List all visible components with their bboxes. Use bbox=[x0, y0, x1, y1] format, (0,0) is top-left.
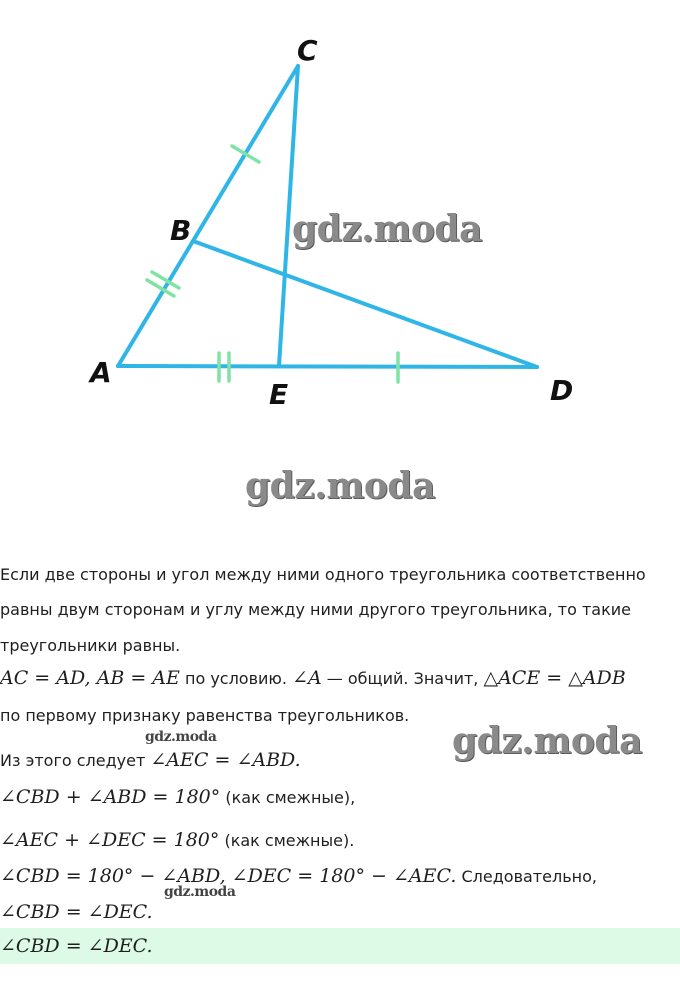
proof-line bbox=[0, 787, 680, 808]
watermark: gdz.moda bbox=[292, 208, 482, 250]
proof-text: (как смежные), bbox=[220, 788, 356, 807]
math-expression: ∠AEC + ∠DEC = 180° bbox=[0, 829, 220, 851]
vertex-label-e: E bbox=[269, 378, 289, 411]
watermark: gdz.moda bbox=[245, 465, 435, 507]
proof-line: по первому признаку равенства треугольников. bbox=[0, 706, 410, 725]
segment-ac bbox=[118, 66, 298, 366]
proof-text: (как смежные). bbox=[219, 831, 355, 850]
proof-text: — общий. Значит, bbox=[321, 669, 484, 688]
segment-bd bbox=[193, 241, 537, 367]
proof-line bbox=[0, 830, 680, 851]
math-expression: ∠AEC = ∠ABD. bbox=[150, 749, 301, 771]
proof-line bbox=[0, 866, 680, 887]
math-expression: ∠CBD + ∠ABD = 180° bbox=[0, 786, 221, 808]
math-expression: ∠CBD = 180° − ∠ABD, ∠DEC = 180° − ∠AEC. bbox=[0, 865, 457, 887]
math-expression: △ACE = △ADB bbox=[483, 667, 626, 689]
proof-text: Следовательно, bbox=[456, 867, 597, 886]
segment-ad bbox=[118, 366, 537, 367]
proof-text: по условию. bbox=[179, 669, 293, 688]
vertex-label-c: C bbox=[297, 34, 318, 67]
proof-line-condition bbox=[0, 668, 680, 689]
watermark: gdz.moda bbox=[145, 729, 217, 745]
watermark: gdz.moda bbox=[452, 720, 642, 762]
vertex-label-b: B bbox=[170, 214, 192, 247]
theorem-line: Если две стороны и угол между ними одного треугольника соответственно bbox=[0, 565, 646, 584]
tick-bc bbox=[232, 146, 259, 162]
math-expression: ∠A bbox=[292, 667, 322, 689]
answer-box bbox=[0, 928, 680, 964]
vertex-label-a: A bbox=[90, 356, 112, 389]
proof-text: Из этого следует bbox=[0, 751, 151, 770]
theorem-line: треугольники равны. bbox=[0, 636, 181, 655]
theorem-line: равны двум сторонам и углу между ними другого треугольника, то такие bbox=[0, 600, 631, 619]
math-expression: AC = AD, AB = AE bbox=[0, 667, 180, 689]
vertex-label-d: D bbox=[550, 374, 574, 407]
proof-line bbox=[0, 902, 680, 923]
proof-line bbox=[0, 750, 680, 771]
math-expression: ∠CBD = ∠DEC. bbox=[0, 901, 153, 923]
watermark: gdz.moda bbox=[164, 884, 236, 900]
answer-expression: ∠CBD = ∠DEC. bbox=[0, 935, 153, 957]
